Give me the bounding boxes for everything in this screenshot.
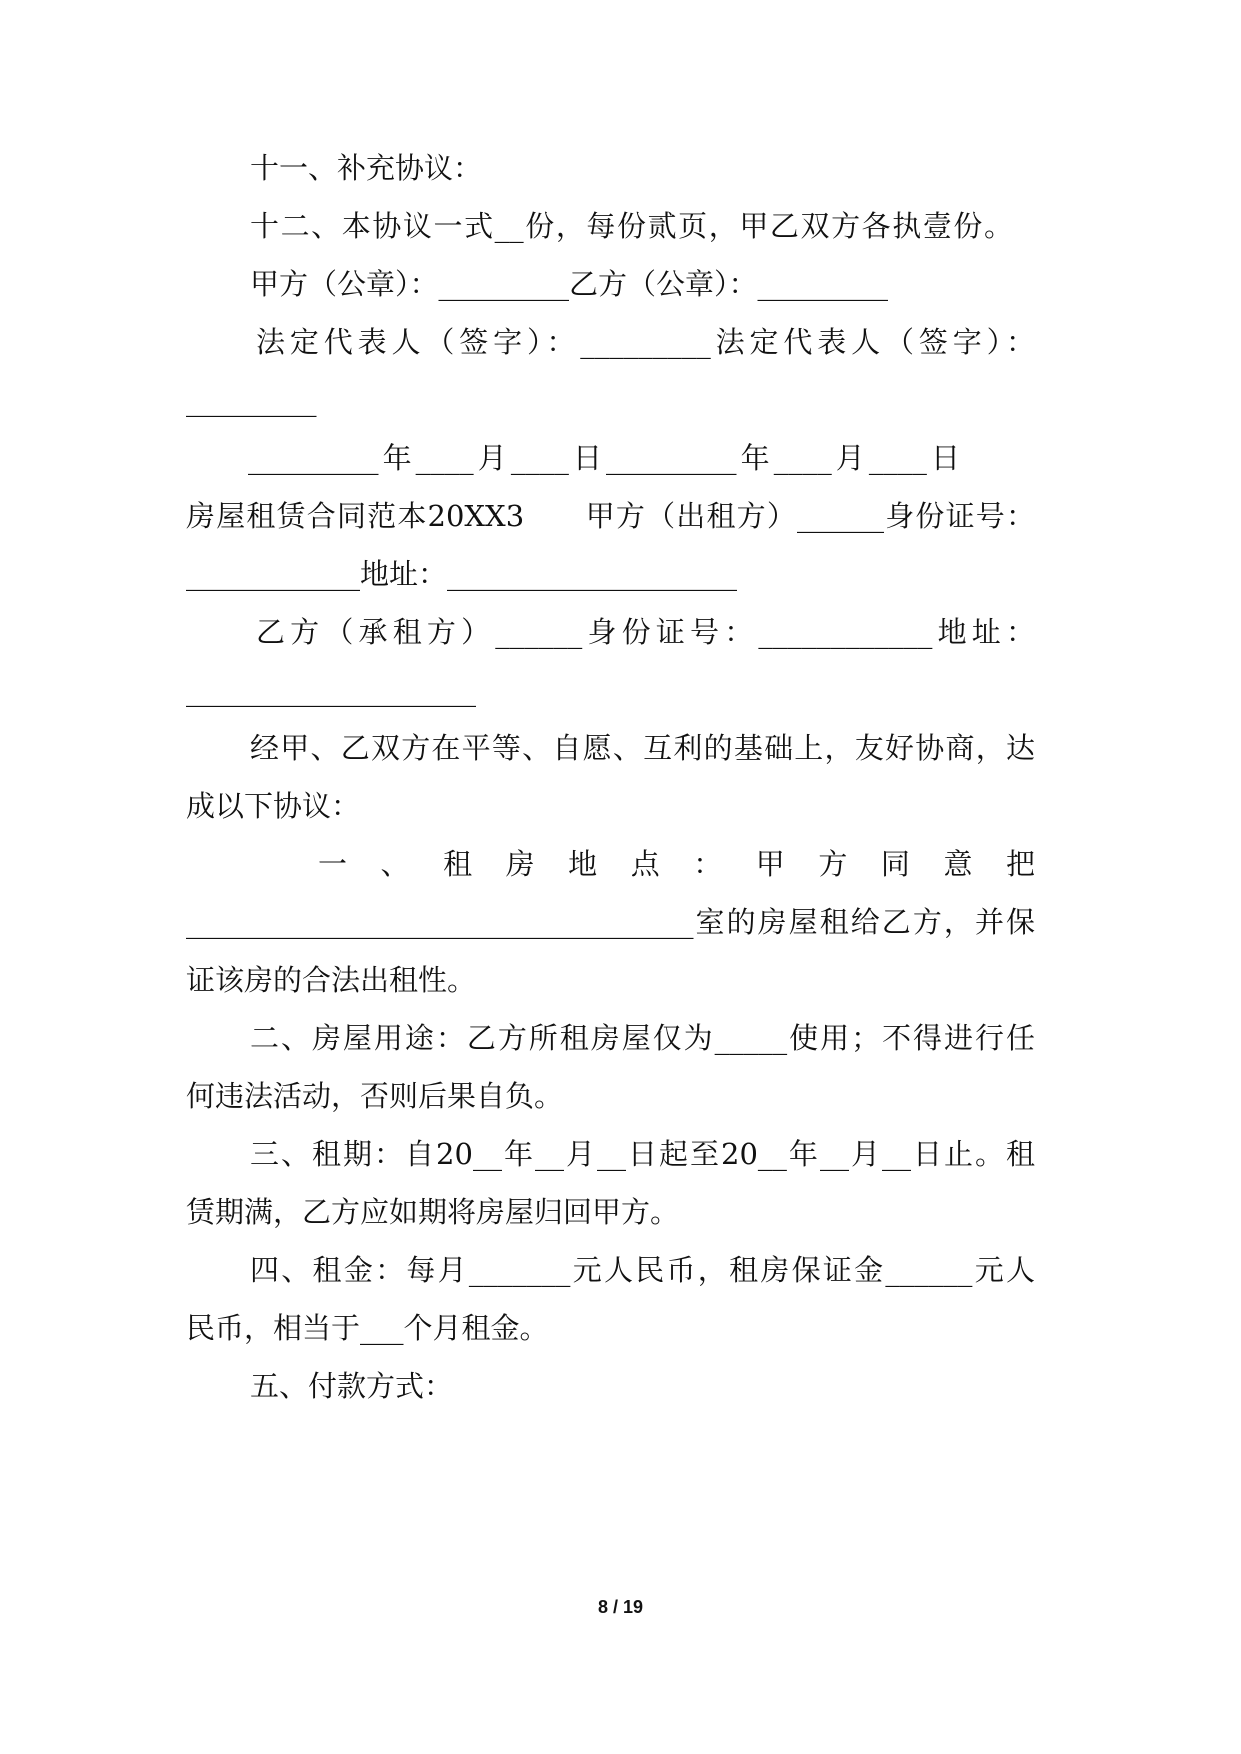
text-line: 二、房屋用途：乙方所租房屋仅为_____使用；不得进行任 xyxy=(250,1021,1035,1055)
text-line: ___________________________________室的房屋租给乙方，并保 xyxy=(186,905,1035,939)
text-line: 民币，相当于___个月租金。 xyxy=(186,1311,549,1345)
text-line: 三、租期：自20__年__月__日起至20__年__月__日止。租 xyxy=(250,1137,1035,1171)
text-line: 法定代表人（签字）：_________法定代表人（签字）： xyxy=(256,325,1035,359)
text-line: _________年____月____日_________年____月____日 xyxy=(248,441,960,475)
text-line: 甲方（公章）：_________乙方（公章）：_________ xyxy=(250,267,889,301)
text-line: ____________________ xyxy=(186,673,476,707)
text-line: 一、租房地点：甲方同意把 xyxy=(318,847,1035,881)
text-line: 成以下协议： xyxy=(186,789,361,823)
text-line: 四、租金：每月_______元人民币，租房保证金______元人 xyxy=(250,1253,1035,1287)
text-line: _________ xyxy=(186,383,317,417)
text-line: 何违法活动，否则后果自负。 xyxy=(186,1079,564,1113)
text-line: 十一、补充协议： xyxy=(250,151,483,185)
text-line: ____________地址：____________________ xyxy=(186,557,738,591)
text-line: 房屋租赁合同范本20XX3 甲方（出租方）______身份证号： xyxy=(186,499,1035,533)
text-line: 十二、本协议一式__份，每份贰页，甲乙双方各执壹份。 xyxy=(250,209,1013,243)
page-number: 8 / 19 xyxy=(597,1597,644,1617)
text-line: 赁期满，乙方应如期将房屋归回甲方。 xyxy=(186,1195,680,1229)
text-line: 乙方（承租方）______身份证号：____________地址： xyxy=(256,615,1035,649)
text-line: 经甲、乙双方在平等、自愿、互利的基础上，友好协商，达 xyxy=(250,731,1035,765)
text-line: 五、付款方式： xyxy=(250,1369,454,1403)
text-line: 证该房的合法出租性。 xyxy=(186,963,477,997)
